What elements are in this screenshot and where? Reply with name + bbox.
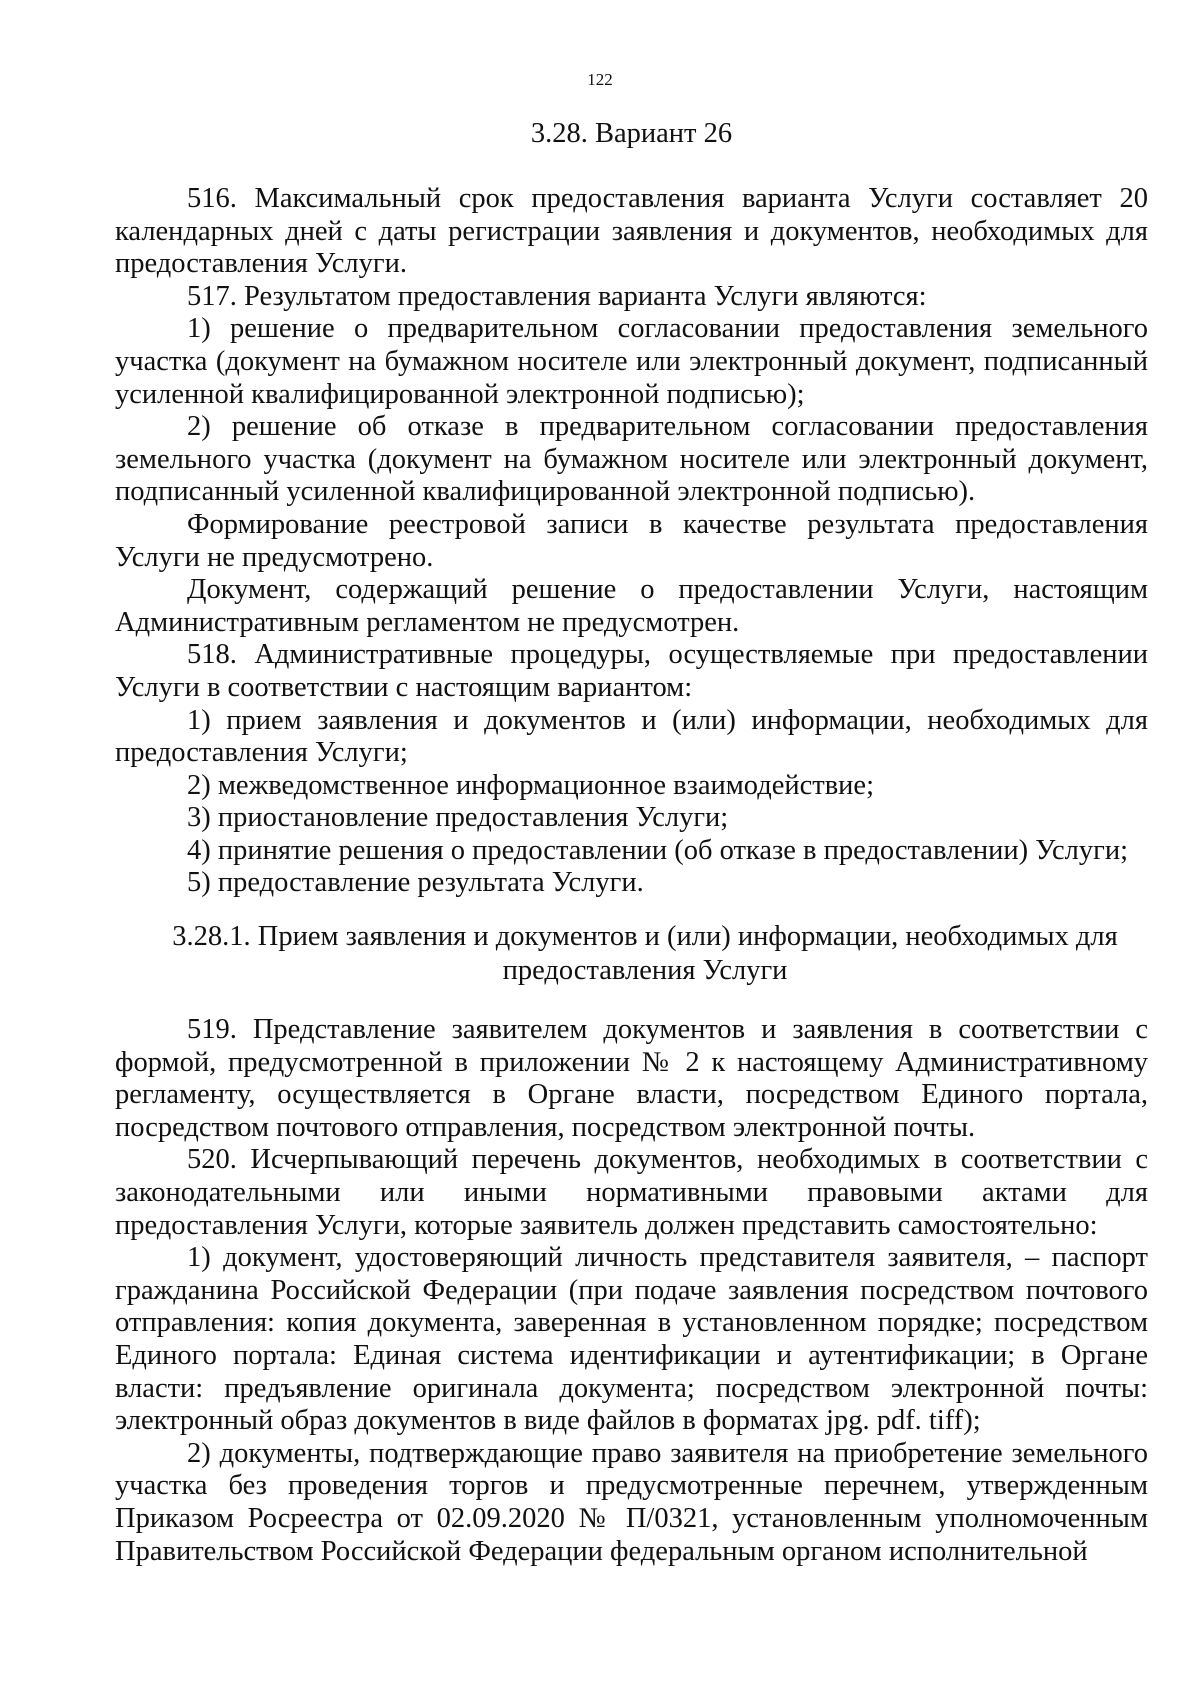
list-item: 1) прием заявления и документов и (или) информации, необходимых для предоставления Услуги; — [115, 704, 1148, 769]
body-text-top — [115, 183, 1148, 900]
page-number: 122 — [587, 70, 613, 89]
paragraph-519: 519. Представление заявителем документов и заявления в соответствии с формой, предусмотренной в приложении № 2 к настоящему Административному регламенту, осуществляется в Органе власти, посредством Единого портала, посредством почтового отправления, посредством электронной почты. — [115, 1014, 1148, 1143]
paragraph-decision-document: Документ, содержащий решение о предоставлении Услуги, настоящим Административным регламентом не предусмотрен. — [115, 574, 1148, 638]
list-item: 5) предоставление результата Услуги. — [187, 867, 644, 899]
list-item: 4) принятие решения о предоставлении (об отказе в предоставлении) Услуги; — [187, 834, 1129, 866]
paragraph-516: 516. Максимальный срок предоставления варианта Услуги составляет 20 календарных дней с даты регистрации заявления и документов, необходимых для предоставления Услуги. — [115, 183, 1148, 280]
paragraph-517: 517. Результатом предоставления варианта Услуги являются: — [187, 280, 927, 312]
paragraph-520: 520. Исчерпывающий перечень документов, необходимых в соответствии с законодательными или иными нормативными правовыми актами для предоставления Услуги, которые заявитель должен представить самостоятельно: — [115, 1144, 1148, 1241]
section-heading-line1: 3.28.1. Прием заявления и документов и (или) информации, необходимых для — [172, 921, 1118, 952]
body-text-bottom — [115, 1014, 1148, 1568]
paragraph-518: 518. Административные процедуры, осуществляемые при предоставлении Услуги в соответствии с настоящим вариантом: — [115, 639, 1148, 703]
section-heading-line2: предоставления Услуги — [502, 955, 788, 986]
list-item: 1) документ, удостоверяющий личность представителя заявителя, – паспорт гражданина Российской Федерации (при подаче заявления посредством почтового отправления: копия документа, заверенная в установленном порядке; посредством Единого портала: Единая система идентификации и аутентификации; в Органе власти: предъявление оригинала документа; посредством электронной почты: электронный образ документов в виде файлов в форматах jpg. pdf. tiff); — [115, 1242, 1148, 1437]
paragraph-registry-record: Формирование реестровой записи в качестве результата предоставления Услуги не предусмотрено. — [115, 508, 1148, 573]
list-item: 2) документы, подтверждающие право заявителя на приобретение земельного участка без проведения торгов и предусмотренные перечнем, утвержденным Приказом Росреестра от 02.09.2020 № П/0321, установленным уполномоченным Правительством Российской Федерации федеральным органом исполнительной — [115, 1437, 1148, 1567]
variant-heading: 3.28. Вариант 26 — [530, 118, 733, 149]
section-heading — [150, 920, 1140, 988]
list-item: 2) решение об отказе в предварительном согласовании предоставления земельного участка (документ на бумажном носителе или электронный документ, подписанный усиленной квалифицированной электронной подписью). — [115, 411, 1148, 508]
list-item: 1) решение о предварительном согласовании предоставления земельного участка (документ на бумажном носителе или электронный документ, подписанный усиленной квалифицированной электронной подписью); — [115, 313, 1148, 410]
list-item: 3) приостановление предоставления Услуги; — [187, 802, 729, 834]
list-item: 2) межведомственное информационное взаимодействие; — [187, 769, 874, 801]
